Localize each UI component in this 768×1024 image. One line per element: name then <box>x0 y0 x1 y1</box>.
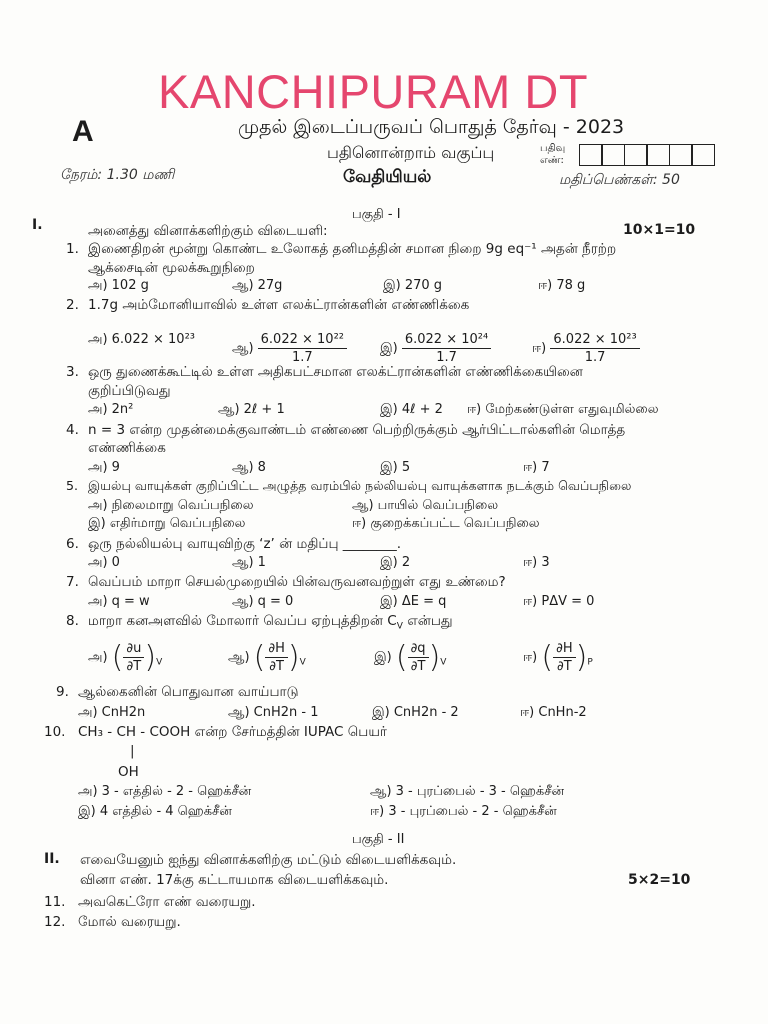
option-c: இ) 270 g <box>383 278 443 293</box>
fraction-numerator: ∂q <box>408 641 429 658</box>
question-text-tail: என்பது <box>402 613 453 629</box>
option-c <box>374 640 446 675</box>
paren: ( <box>111 640 124 675</box>
question-text: மோல் வரையறு. <box>78 914 181 930</box>
option-b-label: ஆ) <box>228 650 250 665</box>
option-a: அ) 3 - எத்தில் - 2 - ஹெக்சீன் <box>78 784 252 799</box>
option-c-label: இ) <box>380 341 398 356</box>
option-b: ஆ) CnH2n - 1 <box>228 705 319 720</box>
question-number: 4. <box>66 422 79 438</box>
option-d-label: ஈ) <box>532 341 547 356</box>
question-number: 10. <box>44 724 66 740</box>
question-number: 1. <box>66 241 79 257</box>
fraction-numerator: ∂u <box>123 641 144 658</box>
option-a: அ) 9 <box>88 460 120 475</box>
structure-oh-group: OH <box>118 764 139 780</box>
paren: ) <box>287 640 300 675</box>
register-box <box>579 144 603 166</box>
option-d: ஈ) CnHn-2 <box>520 705 587 720</box>
part-1-heading: பகுதி - I <box>352 207 401 222</box>
fraction-denominator: 1.7 <box>584 350 606 365</box>
subject-title: வேதியியல் <box>343 167 432 187</box>
paren: ) <box>428 640 441 675</box>
option-d-label: ஈ) <box>523 650 538 665</box>
register-number-label: பதிவு எண்: <box>540 143 566 166</box>
question-set-letter: A <box>72 115 94 148</box>
question-text: n = 3 என்ற முதன்மைக்குவாண்டம் எண்ணை பெற்றிருக்கும் ஆர்பிட்டால்களின் மொத்த <box>88 422 626 438</box>
option-d: ஈ) மேற்கண்டுள்ள எதுவுமில்லை <box>467 402 659 417</box>
fraction-numerator: 6.022 × 10²³ <box>550 332 639 349</box>
option-d: ஈ) 78 g <box>538 278 586 293</box>
option-a: அ) 2n² <box>88 402 134 417</box>
option-b: ஆ) 2ℓ + 1 <box>218 402 285 417</box>
option-d <box>532 332 640 365</box>
fraction <box>550 332 639 365</box>
fraction-denominator: ∂T <box>126 659 142 674</box>
option-c: இ) 2 <box>380 555 411 570</box>
exam-time: நேரம்: 1.30 மணி <box>60 167 175 183</box>
fraction-numerator: 6.022 × 10²² <box>258 332 347 349</box>
question-text: இணைதிறன் மூன்று கொண்ட உலோகத் தனிமத்தின் சமான நிறை 9g eq⁻¹ அதன் நீரற்ற <box>88 241 617 257</box>
option-a: அ) 6.022 × 10²³ <box>88 332 195 347</box>
option-c: இ) 4ℓ + 2 <box>380 402 443 417</box>
question-text: 1.7g அம்மோனியாவில் உள்ள எலக்ட்ரான்களின் எண்ணிக்கை <box>88 297 470 313</box>
option-a: அ) 102 g <box>88 278 149 293</box>
question-number: 9. <box>56 684 69 700</box>
part-2-instruction: எவையேனும் ஐந்து வினாக்களிற்கு மட்டும் விடையளிக்கவும். <box>80 852 457 868</box>
option-d <box>523 640 593 675</box>
option-b: ஆ) பாயில் வெப்பநிலை <box>352 498 499 513</box>
option-a: அ) q = w <box>88 594 150 609</box>
subscript: V <box>396 621 403 632</box>
exam-title: முதல் இடைப்பருவப் பொதுத் தேர்வு - 2023 <box>238 116 625 138</box>
option-d: ஈ) 3 - புரப்பைல் - 2 - ஹெக்சீன் <box>370 804 557 819</box>
register-box <box>669 144 693 166</box>
question-number: 11. <box>44 894 66 910</box>
question-number: 7. <box>66 574 79 590</box>
option-d: ஈ) குறைக்கப்பட்ட வெப்பநிலை <box>352 516 540 531</box>
question-text: ஒரு துணைக்கூட்டில் உள்ள அதிகபட்சமான எலக்ட்ரான்களின் எண்ணிக்கையினை <box>88 364 583 380</box>
fraction-denominator: ∂T <box>269 659 284 674</box>
fraction-numerator: 6.022 × 10²⁴ <box>402 332 491 349</box>
question-text: அவகெட்ரோ எண் வரையறு. <box>78 894 256 910</box>
question-number: 12. <box>44 914 66 930</box>
option-b <box>228 640 306 675</box>
option-a: அ) 0 <box>88 555 120 570</box>
fraction-denominator: 1.7 <box>291 350 313 365</box>
fraction-numerator: ∂H <box>265 641 288 658</box>
paren: ( <box>541 640 554 675</box>
question-text-main: மாறா கனஅளவில் மோலார் வெப்ப ஏற்புத்திறன் C <box>88 613 397 629</box>
option-a <box>88 640 162 675</box>
fraction-numerator: ∂H <box>553 641 576 658</box>
partial-derivative <box>553 641 576 674</box>
option-d: ஈ) 7 <box>523 460 550 475</box>
option-d: ஈ) 3 <box>523 555 550 570</box>
question-text: ஒரு நல்லியல்பு வாயுவிற்கு ‘z’ ன் மதிப்பு ________. <box>88 536 402 552</box>
register-box <box>624 144 648 166</box>
fraction-denominator: 1.7 <box>436 350 457 365</box>
structure-bond: | <box>130 743 135 759</box>
fraction-denominator: ∂T <box>557 659 572 674</box>
subscript: V <box>440 657 447 668</box>
question-text-cont: ஆக்சைடின் மூலக்கூறுநிறை <box>88 260 255 276</box>
total-marks: மதிப்பெண்கள்: 50 <box>559 172 680 188</box>
register-number-boxes <box>580 144 715 166</box>
option-a: அ) நிலைமாறு வெப்பநிலை <box>88 498 254 513</box>
district-title: KANCHIPURAM DT <box>158 65 589 118</box>
question-number: 6. <box>66 536 79 552</box>
question-text-cont: குறிப்பிடுவது <box>88 383 171 399</box>
option-a: அ) CnH2n <box>78 705 146 720</box>
option-a-label: அ) <box>88 650 108 665</box>
option-c: இ) 5 <box>380 460 411 475</box>
question-number: 8. <box>66 613 79 629</box>
partial-derivative <box>265 641 288 674</box>
subscript: V <box>156 657 163 668</box>
question-text <box>88 613 453 632</box>
question-number: 5. <box>66 478 79 493</box>
part-2-heading: பகுதி - II <box>352 832 405 847</box>
paren: ( <box>253 640 266 675</box>
option-c: இ) 4 எத்தில் - 4 ஹெக்சீன் <box>78 804 232 819</box>
subscript: P <box>587 657 593 668</box>
part-2-mark-scheme: 5×2=10 <box>628 872 691 888</box>
option-d: ஈ) PΔV = 0 <box>523 594 595 609</box>
fraction <box>258 332 347 365</box>
part-2-roman: II. <box>44 851 60 867</box>
class-label: பதினொன்றாம் வகுப்பு <box>327 143 495 162</box>
option-c: இ) எதிர்மாறு வெப்பநிலை <box>88 516 246 531</box>
part-2-instruction-compulsory: வினா எண். 17க்கு கட்டாயமாக விடையளிக்கவும். <box>80 872 389 888</box>
option-b: ஆ) 27g <box>232 278 283 293</box>
option-c-label: இ) <box>374 650 392 665</box>
question-text-cont: எண்ணிக்கை <box>88 440 166 456</box>
option-c: இ) CnH2n - 2 <box>372 705 459 720</box>
partial-derivative <box>408 641 429 674</box>
option-b <box>232 332 347 365</box>
option-b: ஆ) 3 - புரப்பைல் - 3 - ஹெக்சீன் <box>370 784 565 799</box>
subscript: V <box>299 657 306 668</box>
question-number: 2. <box>66 297 79 313</box>
paren: ( <box>395 640 408 675</box>
option-b: ஆ) q = 0 <box>232 594 294 609</box>
option-b: ஆ) 1 <box>232 555 266 570</box>
fraction <box>402 332 491 365</box>
option-c: இ) ΔE = q <box>380 594 447 609</box>
question-number: 3. <box>66 364 79 380</box>
question-text: CH₃ - CH - COOH என்ற சேர்மத்தின் IUPAC பெயர் <box>78 724 387 740</box>
part-1-instruction: அனைத்து வினாக்களிற்கும் விடையளி: <box>88 223 328 239</box>
option-c <box>380 332 491 365</box>
option-b-label: ஆ) <box>232 341 254 356</box>
register-box <box>646 144 670 166</box>
question-text: வெப்பம் மாறா செயல்முறையில் பின்வருவனவற்றுள் எது உண்மை? <box>88 574 506 590</box>
fraction-denominator: ∂T <box>410 659 426 674</box>
question-text: ஆல்கைனின் பொதுவான வாய்பாடு <box>78 684 299 700</box>
option-b: ஆ) 8 <box>232 460 266 475</box>
register-box <box>691 144 715 166</box>
part-1-roman: I. <box>32 217 43 233</box>
part-1-mark-scheme: 10×1=10 <box>623 222 696 238</box>
paren: ) <box>144 640 157 675</box>
register-box <box>601 144 625 166</box>
partial-derivative <box>123 641 144 674</box>
question-text: இயல்பு வாயுக்கள் குறிப்பிட்ட அழுத்த வரம்பில் நல்லியல்பு வாயுக்களாக நடக்கும் வெப்பநிலை <box>88 478 632 493</box>
paren: ) <box>575 640 588 675</box>
